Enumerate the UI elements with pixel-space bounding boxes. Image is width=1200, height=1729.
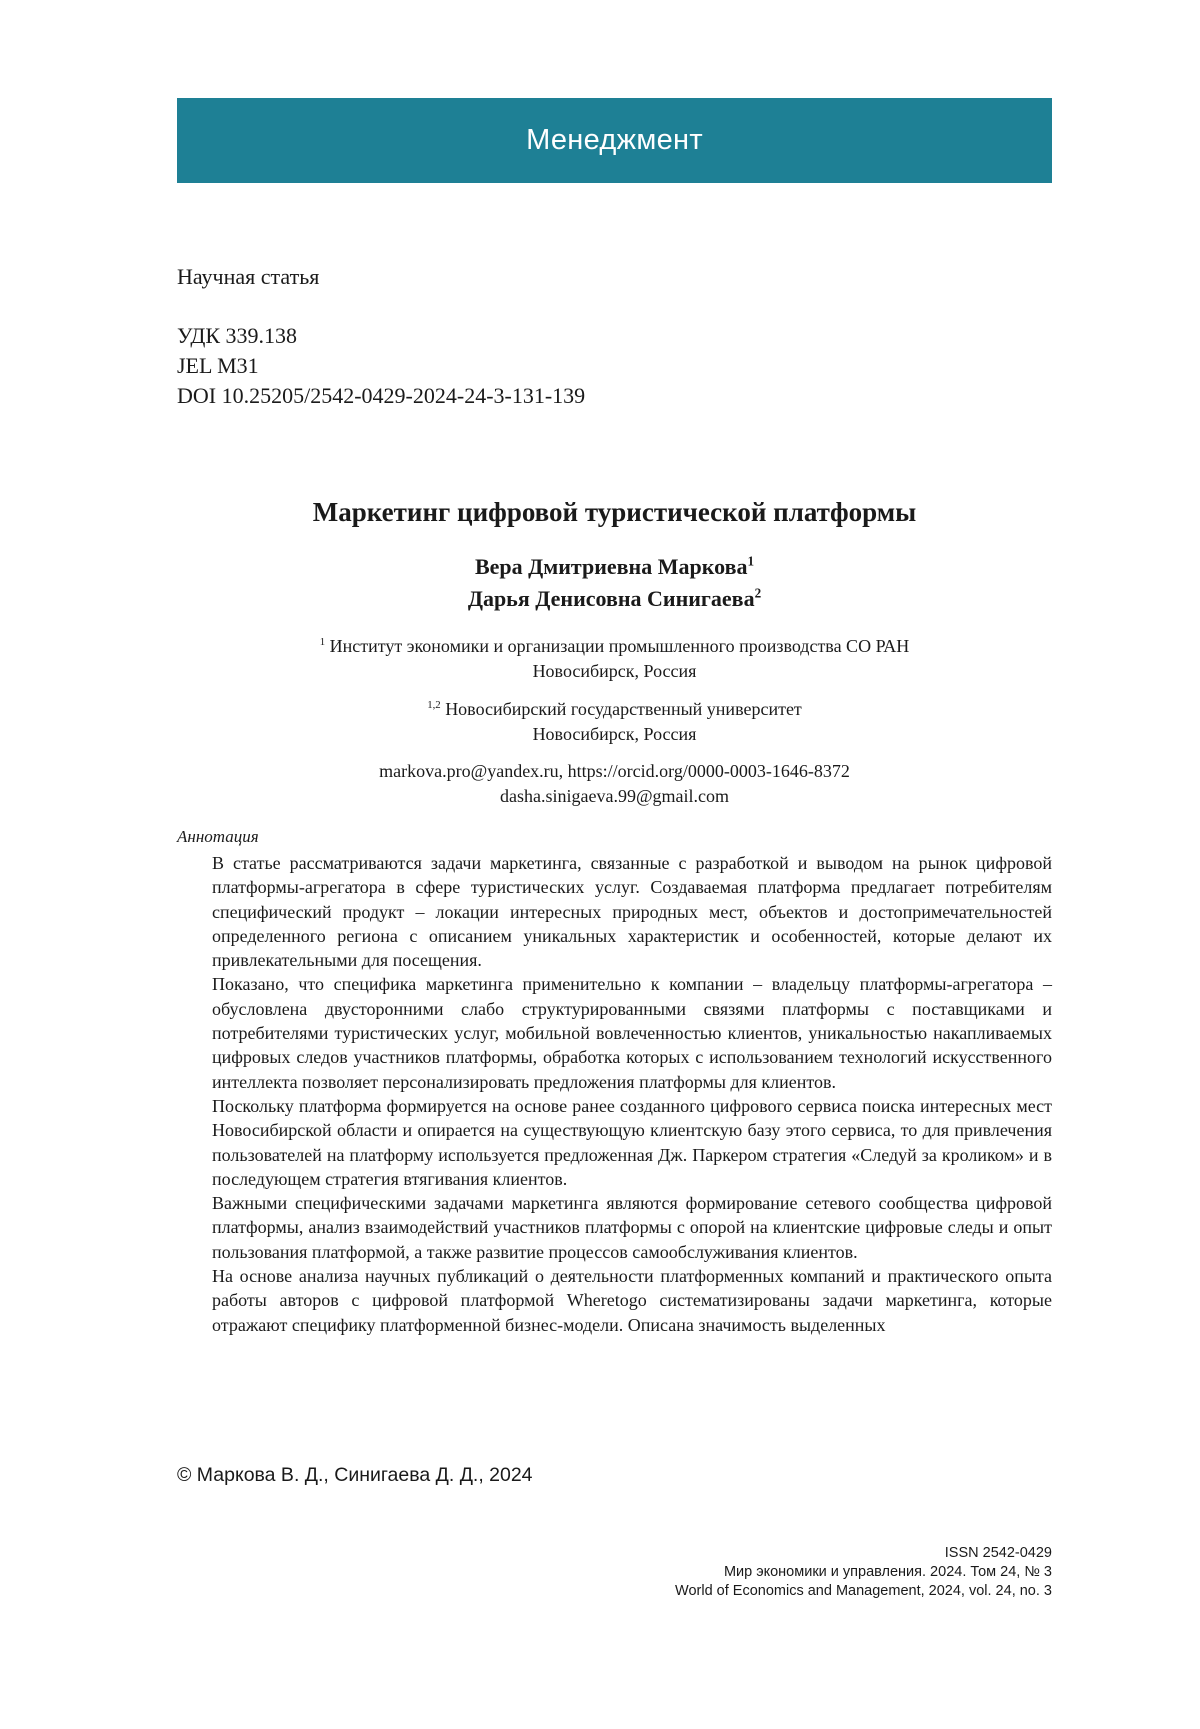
affiliation [177,634,1052,684]
affiliation-name: Новосибирский государственный университет [445,699,802,719]
jel-code: JEL M31 [177,353,259,378]
section-title: Менеджмент [526,124,703,156]
author [177,583,1052,615]
article-title: Маркетинг цифровой туристической платформы [312,497,917,527]
affiliation-marker: 1 [319,636,326,648]
issn: ISSN 2542-0429 [944,1545,1052,1561]
affiliation [177,697,1052,747]
affiliation-name: Институт экономики и организации промышленного производства СО РАН [329,636,910,656]
author [177,551,1052,583]
abstract-paragraph: Поскольку платформа формируется на основе ранее созданного цифрового сервиса поиска интересных мест Новосибирской области и опирается на существующую клиентскую базу этого сервиса, то для привлечения пользователей на платформу используется предложенная Дж. Паркером стратегия «Следуй за кроликом» и в последующем стратегия втягивания клиентов. [212,1095,1052,1189]
affiliation-city: Новосибирск, Россия [532,661,697,681]
affiliation-city: Новосибирск, Россия [532,724,697,744]
copyright-notice: © Маркова В. Д., Синигаева Д. Д., 2024 [177,1464,533,1486]
article-type [177,262,319,292]
contacts-block [177,759,1052,809]
abstract-label: Аннотация [177,827,259,846]
affiliation-marker: 1,2 [427,699,441,711]
journal-citation-en: World of Economics and Management, 2024, vol. 24, no. 3 [675,1583,1052,1599]
author-affiliation-marker: 1 [747,553,755,569]
journal-footer [675,1544,1052,1601]
abstract-paragraph: Важными специфическими задачами маркетинга являются формирование сетевого сообщества цифровой платформы, анализ взаимодействий участников платформы с опорой на клиентские цифровые следы и опыт пользования платформой, а также развитие процессов самообслуживания клиентов. [212,1193,1052,1262]
author-name: Дарья Денисовна Синигаева [467,586,755,611]
udk-code: УДК 339.138 [177,323,298,348]
article-identifiers [177,321,585,411]
journal-citation-ru: Мир экономики и управления. 2024. Том 24, № 3 [723,1564,1052,1580]
abstract-paragraph: Показано, что специфика маркетинга применительно к компании – владельцу платформы-агрегатора – обусловлена двусторонними слабо структурированными связями платформы с поставщиками и потребителями туристических услуг, мобильной вовлеченностью клиентов, уникальностью накапливаемых цифровых следов участников платформы, обработка которых с использованием технологий искусственного интеллекта позволяет персонализировать предложения платформы для клиентов. [212,974,1052,1092]
author-affiliation-marker: 2 [754,585,762,601]
author-name: Вера Дмитриевна Маркова [474,554,748,579]
authors-block [177,551,1052,615]
section-banner [177,98,1052,183]
abstract-body [212,851,1052,1337]
article-type-label: Научная статья [177,264,320,289]
doi-link[interactable]: DOI 10.25205/2542-0429-2024-24-3-131-139 [177,383,586,408]
abstract-paragraph: На основе анализа научных публикаций о деятельности платформенных компаний и практического опыта работы авторов с цифровой платформой Wheretogo систематизированы задачи маркетинга, которые отражают специфику платформенной бизнес-модели. Описана значимость выделенных [212,1266,1052,1335]
abstract-paragraph: В статье рассматриваются задачи маркетинга, связанные с разработкой и выводом на рынок цифровой платформы-агрегатора в сфере туристических услуг. Создаваемая платформа предлагает потребителям специфический продукт – локации интересных природных мест, объектов и достопримечательностей определенного региона с описанием уникальных характеристик и особенностей, которые делают их привлекательными для посещения. [212,853,1052,971]
contact-line[interactable]: markova.pro@yandex.ru, https://orcid.org/0000-0003-1646-8372 [379,761,850,781]
contact-line[interactable]: dasha.sinigaeva.99@gmail.com [499,786,730,806]
